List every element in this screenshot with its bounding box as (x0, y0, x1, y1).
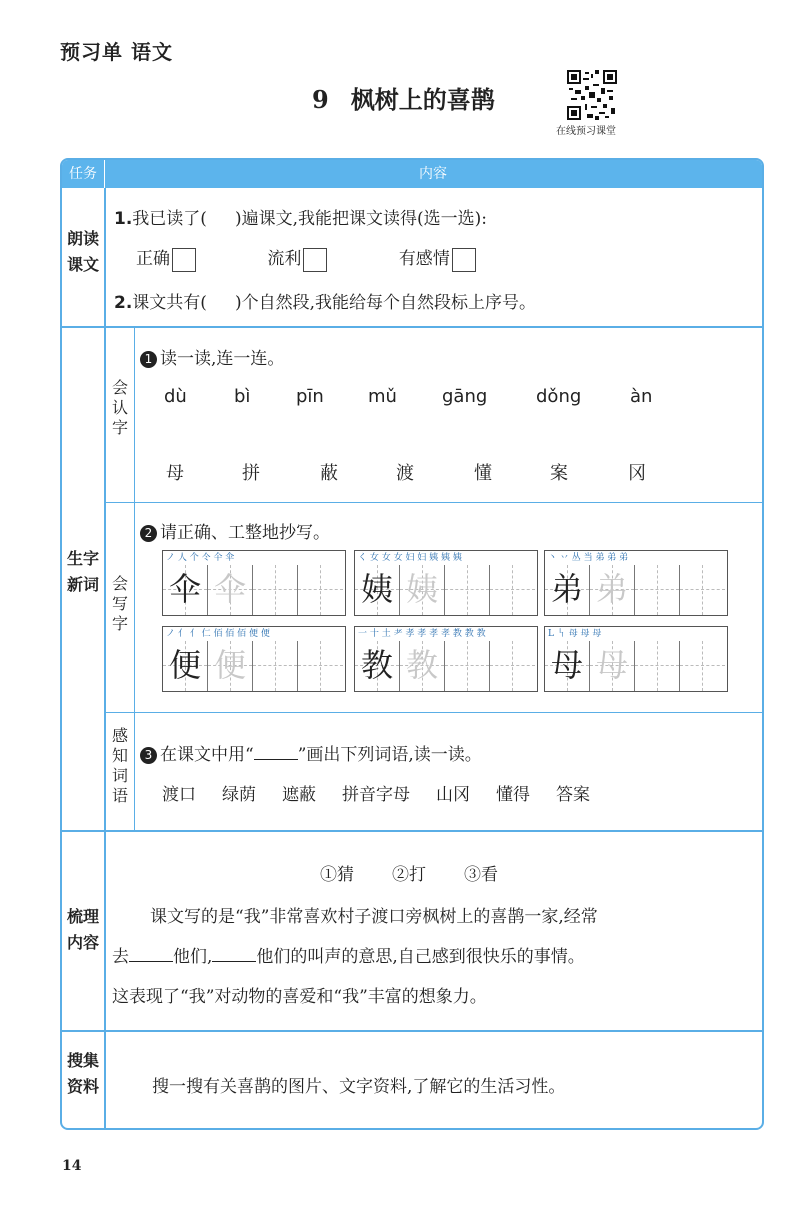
fill-blank[interactable] (129, 947, 173, 962)
hanzi-item[interactable]: 蔽 (320, 463, 338, 484)
task-reading: 朗读 课文 (66, 229, 99, 274)
table-header (62, 160, 762, 188)
stroke-order: L 𠃑 母 母 母 (548, 629, 602, 639)
summary-line-1: 课文写的是“我”非常喜欢村子渡口旁枫树上的喜鹊一家,经常 (150, 907, 598, 927)
vocab-word[interactable]: 遮蔽 (282, 785, 316, 805)
column-divider (104, 188, 106, 1128)
writing-cell[interactable] (298, 641, 343, 691)
writing-box (354, 626, 538, 692)
writing-box (354, 550, 538, 616)
writing-cell[interactable] (680, 641, 725, 691)
subrow-divider (104, 502, 762, 503)
subrow-divider (104, 712, 762, 713)
vocab-word[interactable]: 山冈 (436, 785, 470, 805)
vocab-word[interactable]: 渡口 (162, 785, 196, 805)
reading-question-2: 2.课文共有( )个自然段,我能给每个自然段标上序号。 (114, 293, 536, 313)
vocab-word[interactable]: 拼音字母 (342, 785, 410, 805)
row-divider (62, 1030, 762, 1032)
writing-cell[interactable] (680, 565, 725, 615)
trace-char: 便 (213, 646, 246, 684)
option-item: ①猜 (320, 865, 354, 885)
writing-box (162, 550, 346, 616)
task-organize: 梳理 内容 (66, 907, 99, 952)
sub-write: 会 写 字 (111, 574, 128, 633)
writing-box (162, 626, 346, 692)
stroke-order: ノ 亻 亻 仁 佰 佰 佰 便 便 (166, 629, 270, 639)
header-content: 内容 (419, 166, 447, 182)
vocab-word[interactable]: 懂得 (496, 785, 530, 805)
pinyin-item[interactable]: dǒng (536, 386, 582, 407)
pinyin-item[interactable]: bì (234, 386, 251, 407)
summary-line-2: 去 他们, 他们的叫声的意思,自己感到很快乐的事情。 (112, 947, 585, 967)
model-char: 教 (360, 646, 393, 684)
option-item: ②打 (392, 865, 426, 885)
reading-question-1: 1.我已读了( )遍课文,我能把课文读得(选一选): (114, 209, 487, 229)
writing-cell[interactable] (253, 565, 298, 615)
row-divider (62, 326, 762, 328)
writing-box (544, 550, 728, 616)
hanzi-item[interactable]: 懂 (474, 463, 492, 484)
choice-checkbox[interactable] (172, 248, 196, 272)
pinyin-item[interactable]: àn (630, 386, 653, 407)
pinyin-item[interactable]: gāng (442, 386, 488, 407)
vocab-list (162, 780, 616, 805)
lesson-number: 9 (312, 85, 329, 114)
trace-char: 母 (595, 646, 628, 684)
hanzi-item[interactable]: 案 (550, 463, 568, 484)
writing-cell[interactable] (445, 641, 490, 691)
qr-code-icon[interactable] (567, 70, 617, 120)
writing-cell[interactable] (490, 641, 535, 691)
hanzi-item[interactable]: 渡 (396, 463, 414, 484)
hanzi-item[interactable]: 拼 (242, 463, 260, 484)
trace-char: 伞 (213, 570, 246, 608)
stroke-order: ノ 人 个 仒 仐 伞 (166, 553, 235, 563)
page-header: 预习单 语文 (60, 40, 173, 64)
qr-caption: 在线预习课堂 (556, 126, 616, 137)
stroke-order: く 女 女 女 妇 妇 姨 姨 姨 (358, 553, 462, 563)
writing-cell[interactable] (635, 565, 680, 615)
hanzi-item[interactable]: 母 (166, 463, 184, 484)
recognize-instruction: 1 读一读,连一连。 (140, 344, 284, 369)
choice-correct: 正确 (136, 249, 196, 269)
writing-cell[interactable] (253, 641, 298, 691)
stroke-order: 一 十 土 耂 孝 孝 孝 孝 教 教 教 (358, 629, 486, 639)
option-item: ③看 (464, 865, 498, 885)
model-char: 姨 (360, 570, 393, 608)
worksheet-table (60, 158, 764, 1130)
pinyin-item[interactable]: pīn (296, 386, 324, 407)
task-collect: 搜集 资料 (66, 1051, 99, 1096)
page-number: 14 (62, 1158, 82, 1174)
header-task: 任务 (62, 160, 105, 188)
writing-cell[interactable] (298, 565, 343, 615)
model-char: 伞 (168, 570, 201, 608)
choice-fluent: 流利 (267, 249, 327, 269)
sub-recognize: 会 认 字 (111, 378, 128, 437)
fill-blank[interactable] (212, 947, 256, 962)
sub-perceive: 感 知 词 语 (111, 726, 128, 805)
pinyin-item[interactable]: mǔ (368, 386, 397, 407)
summary-line-3: 这表现了“我”对动物的喜爱和“我”丰富的想象力。 (112, 987, 487, 1007)
trace-char: 教 (405, 646, 438, 684)
perceive-instruction: 3 在课文中用“ ”画出下列词语,读一读。 (140, 740, 482, 765)
trace-char: 姨 (405, 570, 438, 608)
option-list (320, 860, 536, 885)
row-divider (62, 830, 762, 832)
model-char: 便 (168, 646, 201, 684)
model-char: 弟 (550, 570, 583, 608)
vocab-word[interactable]: 绿荫 (222, 785, 256, 805)
lesson-name: 枫树上的喜鹊 (350, 85, 495, 114)
pinyin-item[interactable]: dù (164, 386, 187, 407)
writing-cell[interactable] (490, 565, 535, 615)
choice-checkbox[interactable] (452, 248, 476, 272)
task-new-words: 生字 新词 (66, 549, 99, 594)
choice-emotion: 有感情 (399, 249, 476, 269)
writing-cell[interactable] (635, 641, 680, 691)
collect-text: 搜一搜有关喜鹊的图片、文字资料,了解它的生活习性。 (152, 1077, 566, 1097)
lesson-title (312, 80, 495, 115)
model-char: 母 (550, 646, 583, 684)
choice-checkbox[interactable] (303, 248, 327, 272)
writing-cell[interactable] (445, 565, 490, 615)
write-instruction: 2 请正确、工整地抄写。 (140, 518, 330, 543)
stroke-order: 丶 丷 丛 当 弟 弟 弟 (548, 553, 629, 563)
writing-box (544, 626, 728, 692)
reading-choices (136, 244, 476, 272)
trace-char: 弟 (595, 570, 628, 608)
vocab-word[interactable]: 答案 (556, 785, 590, 805)
hanzi-item[interactable]: 冈 (628, 463, 646, 484)
subcolumn-divider (134, 328, 135, 830)
